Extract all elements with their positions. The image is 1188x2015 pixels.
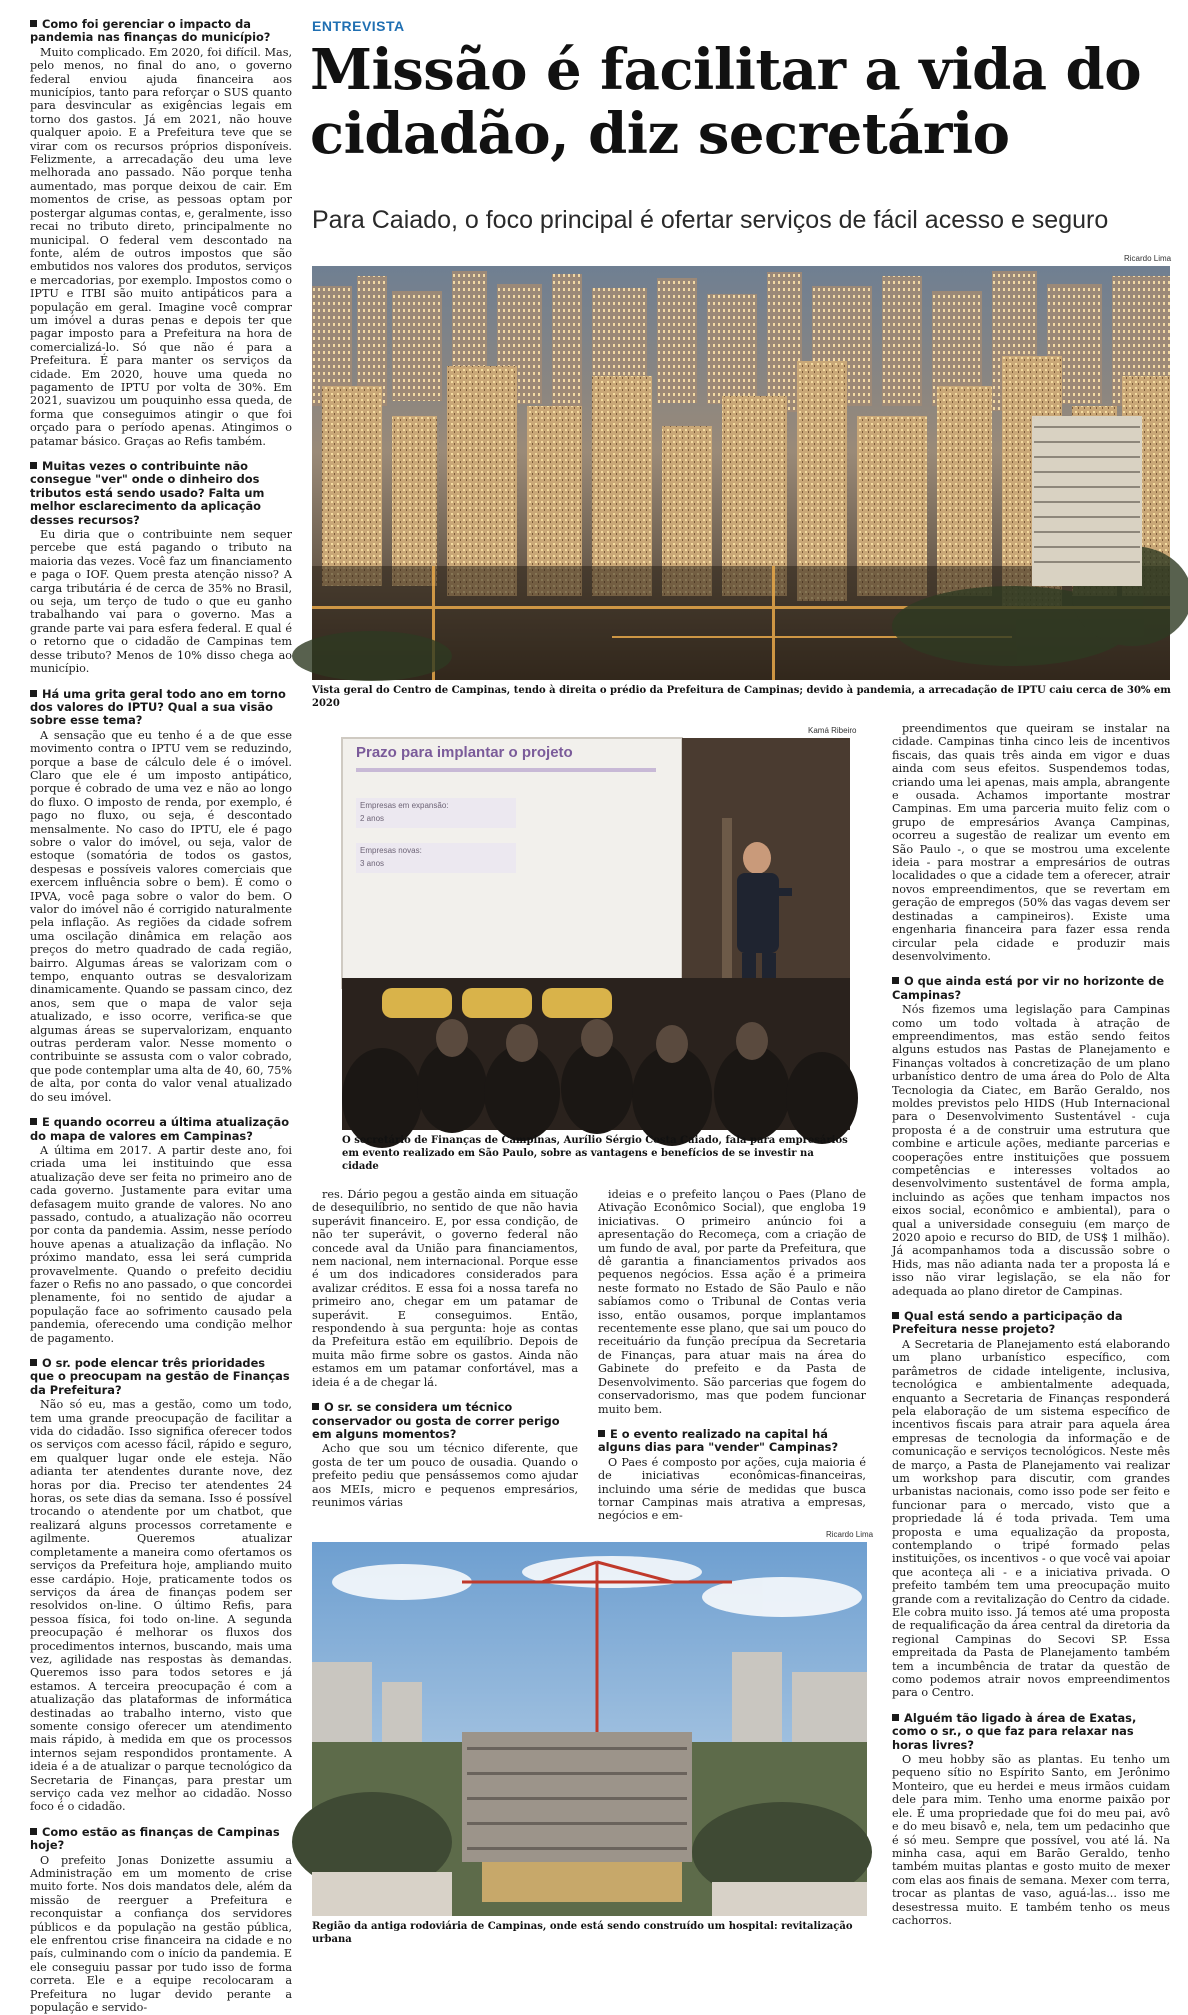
interview-answer: O Paes é composto por ações, cuja maioria é de iniciativas econômicas-financeiras, incluindo uma série de medidas que busca tornar Campinas mais atrativa a empresas, negócios e em- [598,1455,866,1523]
interview-answer: Acho que sou um técnico diferente, que gosta de ter um pouco de ousadia. Quando o prefeito pediu que pensássemos como ajudar aos MEIs, micro e pequenos empresários, reunimos várias [312,1442,578,1509]
article-column-2 [312,1188,578,1528]
interview-question: E o evento realizado na capital há alguns dias para "vender" Campinas? [598,1428,866,1455]
photo-city-skyline [312,266,1170,680]
interview-answer: Eu diria que o contribuinte nem sequer percebe que está pagando o tributo na maioria das vezes. Você faz um financiamento e paga o IOF. Quem presta atenção nisso? A carga tributária é de cerca de 35% no Brasil, ou seja, um terço de tudo o que eu ganho trabalhando vai para o governo. Mas a grande parte vai para esfera federal. E qual é o retorno que o cidadão de Campinas tem desse tributo? Menos de 10% disso chega ao município. [30,528,292,676]
interview-answer: preendimentos que queiram se instalar na cidade. Campinas tinha cinco leis de incentivos fiscais, das quais três ainda em vigor e duas ainda com seus efeitos. Suspendemos todas, criando uma lei apenas, mais ampla, abrangente e ousada. Achamos importante mostrar Campinas. Em uma parceria muito feliz com o grupo de empresários Avança Campinas, ocorreu a sugestão de realizar um evento em São Paulo -, o que se mostrou uma excelente ideia - para mostrar a empresários de outras localidades o que a cidade tem a oferecer, atrair novos empreendimentos, que se revertam em geração de empregos (50% das vagas devem ser destinadas a campineiros). Existe uma engenharia financeira para fazer essa renda circular pela cidade e produzir mais desenvolvimento. [892,722,1170,963]
article-column-3 [598,1188,866,1528]
interview-answer: A última em 2017. A partir deste ano, foi criada uma lei instituindo que essa atualização deve ser feita no primeiro ano de cada governo. Justamente para evitar uma defasagem muito grande de valores. No ano passado, contudo, a atualização não ocorreu por conta da pandemia. Assim, nesse período houve apenas a atualização da inflação. No próximo mandato, essa lei será cumprida provavelmente. Quando o prefeito decidiu fazer o Refis no ano passado, o que concordei plenamente, foi no sentido de ajudar a população face ao sofrimento causado pela pandemia, oferecendo uma condição melhor de pagamento. [30,1143,292,1345]
article-column-1 [30,17,292,2015]
section-label: ENTREVISTA [312,18,405,34]
interview-question: E quando ocorreu a última atualização do mapa de valores em Campinas? [30,1116,292,1143]
interview-answer: Não só eu, mas a gestão, como um todo, tem uma grande preocupação de facilitar a vida do cidadão. Isso significa oferecer todos os serviços com acesso fácil, rápido e seguro, em qualquer lugar onde ele esteja. Não adianta ter atendentes durante nove, dez horas por dia. Preciso ter atendentes 24 horas, os sete dias da semana. Isso é possível trocando o atendente por um chatbot, que realizará alguns processos corretamente e agilmente. Queremos atualizar completamente a maneira como ofertamos os serviços da Prefeitura hoje, ampliando muito esse cardápio. Hoje, praticamente todos os serviços da área de finanças podem ser resolvidos on-line. O último Refis, para pessoa física, foi todo on-line. A segunda preocupação é melhorar os fluxos dos procedimentos internos, buscando, mais uma vez, agilidade nas respostas às demandas. Queremos isso para todos setores e já estamos. A terceira preocupação é com a atualização das plataformas de informática destinadas ao trabalho interno, visto que somente consigo oferecer um atendimento mais rápido, à medida em que os processos internos sejam respondidos prontamente. A ideia é a de atualizar o parque tecnológico da Secretaria de Finanças, para prestar um serviço cada vez melhor ao cidadão. Nosso foco é o cidadão. [30,1398,292,1814]
slide-line-3: Empresas novas: [360,846,422,855]
interview-question: O sr. pode elencar três prioridades que o preocupam na gestão de Finanças da Prefeitura? [30,1357,292,1397]
interview-question: Muitas vezes o contribuinte não consegue "ver" onde o dinheiro dos tributos está sendo usado? Falta um melhor esclarecimento da aplicação desses recursos? [30,460,292,527]
photo-event-presentation [342,738,850,1130]
interview-question: Qual está sendo a participação da Prefeitura nesse projeto? [892,1310,1170,1337]
photo-credit-construction: Ricardo Lima [826,1530,874,1539]
interview-question: Há uma grita geral todo ano em torno dos valores do IPTU? Qual a sua visão sobre esse tema? [30,688,292,728]
interview-answer: Muito complicado. Em 2020, foi difícil. Mas, pelo menos, no final do ano, o governo federal enviou ajuda financeira aos municípios, tanto para reforçar o SUS quanto para desvincular as exigências legais em torno dos gastos. Já em 2021, não houve qualquer apoio. E a Prefeitura teve que se virar com os recursos próprios disponíveis. Felizmente, a arrecadação deu uma leve melhorada ano passado. Não porque tenha aumentado, mas porque deixou de cair. Em momentos de crise, as pessoas optam por postergar algumas contas, e, geralmente, isso recai no tributo direto, principalmente no municipal. O federal vem descontado na fonte, além de outros impostos que são embutidos nos valores dos produtos, serviços e mercadorias, por exemplo. Impostos como o IPTU e ITBI são muito antipáticos para a população em geral. Imagine você comprar um imóvel a duras penas e depois ter que pagar imposto para a Prefeitura na hora de comercializá-lo. Só que não é para a Prefeitura. É para manter os serviços da cidade. Em 2020, houve uma queda no pagamento de IPTU por volta de 30%. Em 2021, suavizou um pouquinho essa queda, de forma que conseguimos atingir o que foi orçado para o período apenas. Atingimos o patamar básico. Graças ao Refis também. [30,45,292,448]
slide-title: Prazo para implantar o projeto [356,744,573,761]
interview-answer: O prefeito Jonas Donizette assumiu a Administração em um momento de crise muito forte. Nos dois mandatos dele, além da missão de reerguer a Prefeitura e reconquistar a confiança dos servidores públicos e da população na gestão pública, ele enfrentou crise financeira na cidade e no país, culminando com o início da pandemia. E ele conseguiu passar por tudo isso de forma correta. Ele e a equipe recolocaram a Prefeitura no lugar devido perante a população e servido- [30,1853,292,2015]
photo-caption-main: Vista geral do Centro de Campinas, tendo à direita o prédio da Prefeitura de Campinas; devido à pandemia, a arrecadação de IPTU caiu cerca de 30% em 2020 [312,685,1171,709]
interview-answer: O meu hobby são as plantas. Eu tenho um pequeno sítio no Espírito Santo, em Jerônimo Monteiro, que eu herdei e meus irmãos cuidam dele para mim. Tenho uma enorme paixão por ele. É uma propriedade que foi do meu pai, avô e do meu bisavô e, nela, tem um pedacinho que é só meu. Sempre que possível, vou até lá. Na minha casa, aqui em Barão Geraldo, tenho também muitas plantas e gosto muito de mexer com elas aos finais de semana. Mexer com terra, trocar as plantas de vaso, aguá-las... isso me desestressa muito. E também tenho os meus cachorros. [892,1753,1170,1927]
event-illustration [342,738,850,1130]
headline: Missão é facilitar a vida do cidadão, diz secretário [310,37,1142,167]
article-column-4 [892,722,1170,1942]
interview-question: O sr. se considera um técnico conservador ou gosta de correr perigo em alguns momentos? [312,1401,578,1441]
interview-question: Como estão as finanças de Campinas hoje? [30,1826,292,1853]
photo-caption-construction: Região da antiga rodoviária de Campinas, onde está sendo construído um hospital: revitalização urbana [312,1921,853,1945]
photo-credit-main: Ricardo Lima [1124,254,1172,263]
photo-caption-event: O secretário de Finanças de Campinas, Aurílio Sérgio Costa Caiado, fala para empresários em evento realizado em São Paulo, sobre as vantagens e benefícios de se investir na cidade [342,1135,848,1172]
interview-answer: ideias e o prefeito lançou o Paes (Plano de Ativação Econômico Social), que engloba 19 iniciativas. O primeiro anúncio foi a apresentação do Recomeça, com a criação de um fundo de aval, por parte da Prefeitura, que dê garantia a financiamentos privados aos pequenos negócios. Essa ação é a primeira neste formato no Estado de São Paulo e não sabíamos como o Tribunal de Contas veria isso, então ousamos, porque implantamos recentemente esse plano, que sai um pouco do receituário da função precípua da Secretaria de Finanças, para atuar mais na área do Gabinete do prefeito e da Pasta de Desenvolvimento. São parcerias que fogem do conservadorismo, mas que podem funcionar muito bem. [598,1188,866,1416]
interview-question: Como foi gerenciar o impacto da pandemia nas finanças do município? [30,18,292,45]
photo-construction-site [312,1542,867,1916]
slide-line-1: Empresas em expansão: [360,801,449,810]
interview-answer: A Secretaria de Planejamento está elaborando um plano urbanístico específico, com parâmetros de cidade inteligente, inclusiva, tecnológica e ambientalmente adequada, enquanto a Secretaria de Finanças responderá pela elaboração de um sistema específico de incentivos fiscais para atrair para aquela área empresas de tecnologia da informação e de comunicação e serviços tecnológicos. Neste mês de março, a Pasta de Planejamento vai realizar um workshop para discutir, com grandes urbanistas nacionais, como isso pode ser feito e funcionar para o mercado, visto que a propriedade lá é toda privada. Tem uma proposta e uma equalização da proposta, contemplando o tripé formado pelas instituições, os incentivos - o que você vai apoiar que aconteça ali - e a iniciativa privada. O prefeito também tem uma preocupação muito grande com a revitalização do Centro da cidade. Ele cobra muito isso. Já temos até uma proposta de requalificação da área central da diretoria da regional Campinas do Secovi SP. Essa empreitada da Pasta de Planejamento também tem a incumbência de tratar da questão de como podemos atrair novos empreendimentos para o Centro. [892,1337,1170,1700]
interview-answer: A sensação que eu tenho é a de que esse movimento contra o IPTU vem se reduzindo, porque a base de cálculo dele é o imóvel. Claro que ele é um imposto antipático, porque é cobrado de uma vez e não ao longo do fluxo. O imposto de renda, por exemplo, é pago no fluxo, ou seja, é descontado mensalmente. No caso do IPTU, ele é pago sobre o valor do imóvel, ou seja, valor de estoque (somatória de todos os gastos, despesas e possíveis valores comerciais que exercem influência sobre o bem). É como o IPVA, você paga sobre o valor do bem. O valor do imóvel não é corrigido naturalmente pela inflação. As regiões da cidade sofrem uma oscilação dinâmica em relação aos preços do metro quadrado de cada região, bairro. Algumas áreas se valorizam com o tempo, enquanto outras se desvalorizam dinamicamente. Quando se passam cinco, dez anos, sem que o mapa de valor seja atualizado, e isso ocorre, verifica-se que algumas áreas se supervalorizam, enquanto outras perderam valor. Nesse momento o contribuinte se assusta com o valor cobrado, que pode contemplar uma alta de 40, 60, 75% de alta, por conta do valor venal atualizado do seu imóvel. [30,728,292,1104]
interview-answer: Nós fizemos uma legislação para Campinas como um todo voltada à atração de empreendimentos, mas estão sendo feitos alguns estudos nas Pastas de Planejamento e Finanças voltados à concretização de um plano urbanístico dentro de uma área do Polo de Alta Tecnologia da Ciatec, em Barão Geraldo, nos moldes previstos pelo HIDS (Hub Internacional para o Desenvolvimento Sustentável - cuja proposta é a de construir uma estrutura que combine e articule ações, mediante parcerias e cooperações entre instituições que possuem competências e interesses voltados ao desenvolvimento sustentável de forma ampla, incluindo as ações que tenham impactos nos eixos social, econômico e ambiental), para o qual a universidade conseguiu (em março de 2020 apoio e recurso do BID, de US$ 1 milhão). Já acompanhamos toda a discussão sobre o Hids, mas não adianta nada ter a proposta lá e isso não virar legislação, se ela não for adequada ao plano diretor de Campinas. [892,1003,1170,1298]
slide-line-4: 3 anos [360,859,385,868]
interview-question: O que ainda está por vir no horizonte de Campinas? [892,975,1170,1002]
interview-question: Alguém tão ligado à área de Exatas, como o sr., o que faz para relaxar nas horas livres? [892,1712,1170,1752]
subheadline: Para Caiado, o foco principal é ofertar serviços de fácil acesso e seguro [312,206,1109,234]
interview-answer: res. Dário pegou a gestão ainda em situação de desequilíbrio, no sentido de que não havia superávit financeiro. E, por essa condição, de não ter superávit, o governo federal não concede aval da União para financiamentos, nem nacional, nem internacional. Porque esse é um dos indicadores considerados para avalizar créditos. E essa foi a nossa tarefa no primeiro ano, chegar em um patamar de superávit. E conseguimos. Então, respondendo à sua pergunta: hoje as contas da Prefeitura estão em equilíbrio. Depois de muita mão firme sobre os gastos. Ainda não estamos em um patamar confortável, mas a ideia é a de chegar lá. [312,1188,578,1389]
city-skyline-illustration [312,266,1170,680]
slide-line-2: 2 anos [360,814,385,823]
photo-credit-event: Kamá Ribeiro [808,726,857,735]
construction-illustration [312,1542,867,1916]
